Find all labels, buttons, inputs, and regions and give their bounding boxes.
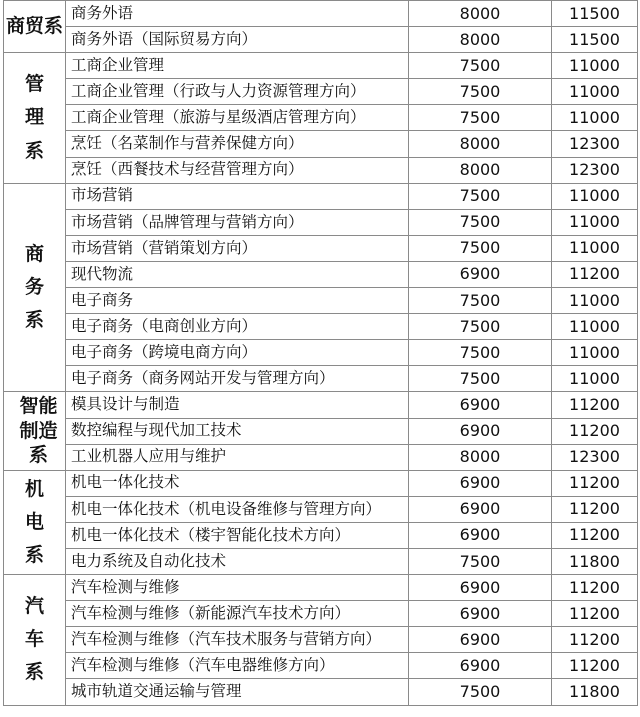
table-row [4, 470, 638, 496]
fee-value-cell: 11200 [552, 522, 638, 548]
fee-value-cell: 6900 [409, 522, 552, 548]
table-row [4, 444, 638, 470]
table-row [4, 522, 638, 548]
fee-value-cell: 7500 [409, 548, 552, 574]
table-row [4, 105, 638, 131]
fee-value-cell: 6900 [409, 601, 552, 627]
fee-value-cell: 8000 [409, 131, 552, 157]
fee-value-cell: 11000 [552, 209, 638, 235]
department-cell: 机电系 [4, 470, 66, 574]
major-name-cell: 商务外语 [66, 1, 409, 27]
table-row [4, 496, 638, 522]
fee-value-cell: 11000 [552, 288, 638, 314]
major-name-cell: 现代物流 [66, 261, 409, 287]
major-name-cell: 机电一体化技术（机电设备维修与管理方向） [66, 496, 409, 522]
fee-value-cell: 12300 [552, 444, 638, 470]
fee-value-cell: 11200 [552, 261, 638, 287]
table-row [4, 653, 638, 679]
major-name-cell: 模具设计与制造 [66, 392, 409, 418]
fee-value-cell: 7500 [409, 105, 552, 131]
fee-value-cell: 11200 [552, 575, 638, 601]
table-row [4, 288, 638, 314]
fee-value-cell: 11000 [552, 105, 638, 131]
fee-value-cell: 12300 [552, 157, 638, 183]
fee-value-cell: 11000 [552, 53, 638, 79]
fee-value-cell: 11200 [552, 653, 638, 679]
fee-value-cell: 8000 [409, 157, 552, 183]
table-row [4, 366, 638, 392]
fee-value-cell: 7500 [409, 79, 552, 105]
major-name-cell: 汽车检测与维修（新能源汽车技术方向） [66, 601, 409, 627]
major-name-cell: 汽车检测与维修 [66, 575, 409, 601]
fee-table [3, 0, 638, 706]
table-row [4, 1, 638, 27]
major-name-cell: 市场营销（营销策划方向） [66, 235, 409, 261]
fee-value-cell: 11000 [552, 235, 638, 261]
fee-value-cell: 6900 [409, 496, 552, 522]
fee-value-cell: 11800 [552, 679, 638, 705]
table-row [4, 627, 638, 653]
fee-value-cell: 7500 [409, 679, 552, 705]
fee-value-cell: 11000 [552, 183, 638, 209]
major-name-cell: 数控编程与现代加工技术 [66, 418, 409, 444]
major-name-cell: 工商企业管理（旅游与星级酒店管理方向） [66, 105, 409, 131]
fee-value-cell: 7500 [409, 235, 552, 261]
major-name-cell: 烹饪（名菜制作与营养保健方向） [66, 131, 409, 157]
fee-value-cell: 11000 [552, 340, 638, 366]
table-row [4, 261, 638, 287]
fee-value-cell: 11500 [552, 1, 638, 27]
fee-value-cell: 12300 [552, 131, 638, 157]
major-name-cell: 电力系统及自动化技术 [66, 548, 409, 574]
fee-value-cell: 6900 [409, 392, 552, 418]
fee-value-cell: 11200 [552, 418, 638, 444]
major-name-cell: 电子商务（电商创业方向） [66, 314, 409, 340]
fee-value-cell: 7500 [409, 366, 552, 392]
fee-value-cell: 7500 [409, 340, 552, 366]
table-row [4, 131, 638, 157]
department-cell: 商务系 [4, 183, 66, 392]
department-cell: 商贸系 [4, 1, 66, 53]
major-name-cell: 汽车检测与维修（汽车电器维修方向） [66, 653, 409, 679]
major-name-cell: 工商企业管理 [66, 53, 409, 79]
fee-value-cell: 11800 [552, 548, 638, 574]
fee-value-cell: 6900 [409, 653, 552, 679]
fee-value-cell: 8000 [409, 27, 552, 53]
fee-value-cell: 11500 [552, 27, 638, 53]
fee-value-cell: 11200 [552, 496, 638, 522]
table-row [4, 548, 638, 574]
fee-table-body [4, 1, 638, 706]
fee-value-cell: 11200 [552, 627, 638, 653]
major-name-cell: 机电一体化技术（楼宇智能化技术方向） [66, 522, 409, 548]
major-name-cell: 电子商务 [66, 288, 409, 314]
major-name-cell: 工商企业管理（行政与人力资源管理方向） [66, 79, 409, 105]
major-name-cell: 工业机器人应用与维护 [66, 444, 409, 470]
table-row [4, 679, 638, 705]
fee-value-cell: 11200 [552, 470, 638, 496]
fee-value-cell: 6900 [409, 575, 552, 601]
fee-value-cell: 11000 [552, 79, 638, 105]
table-row [4, 575, 638, 601]
major-name-cell: 烹饪（西餐技术与经营管理方向） [66, 157, 409, 183]
fee-value-cell: 7500 [409, 183, 552, 209]
table-row [4, 53, 638, 79]
major-name-cell: 商务外语（国际贸易方向） [66, 27, 409, 53]
table-row [4, 27, 638, 53]
department-cell: 智能制造系 [4, 392, 66, 470]
fee-value-cell: 6900 [409, 418, 552, 444]
fee-value-cell: 8000 [409, 444, 552, 470]
fee-value-cell: 6900 [409, 627, 552, 653]
fee-value-cell: 11000 [552, 314, 638, 340]
fee-value-cell: 11200 [552, 601, 638, 627]
table-row [4, 314, 638, 340]
fee-value-cell: 11000 [552, 366, 638, 392]
fee-value-cell: 7500 [409, 314, 552, 340]
table-row [4, 157, 638, 183]
table-row [4, 235, 638, 261]
table-row [4, 340, 638, 366]
table-row [4, 79, 638, 105]
fee-value-cell: 7500 [409, 53, 552, 79]
table-row [4, 418, 638, 444]
major-name-cell: 市场营销 [66, 183, 409, 209]
fee-value-cell: 7500 [409, 209, 552, 235]
table-row [4, 601, 638, 627]
major-name-cell: 市场营销（品牌管理与营销方向） [66, 209, 409, 235]
major-name-cell: 机电一体化技术 [66, 470, 409, 496]
department-cell: 汽车系 [4, 575, 66, 705]
fee-value-cell: 8000 [409, 1, 552, 27]
major-name-cell: 城市轨道交通运输与管理 [66, 679, 409, 705]
fee-value-cell: 6900 [409, 261, 552, 287]
fee-value-cell: 11200 [552, 392, 638, 418]
table-row [4, 209, 638, 235]
major-name-cell: 电子商务（跨境电商方向） [66, 340, 409, 366]
fee-value-cell: 6900 [409, 470, 552, 496]
department-cell: 管理系 [4, 53, 66, 183]
major-name-cell: 汽车检测与维修（汽车技术服务与营销方向） [66, 627, 409, 653]
fee-value-cell: 7500 [409, 288, 552, 314]
major-name-cell: 电子商务（商务网站开发与管理方向） [66, 366, 409, 392]
table-row [4, 392, 638, 418]
table-row [4, 183, 638, 209]
